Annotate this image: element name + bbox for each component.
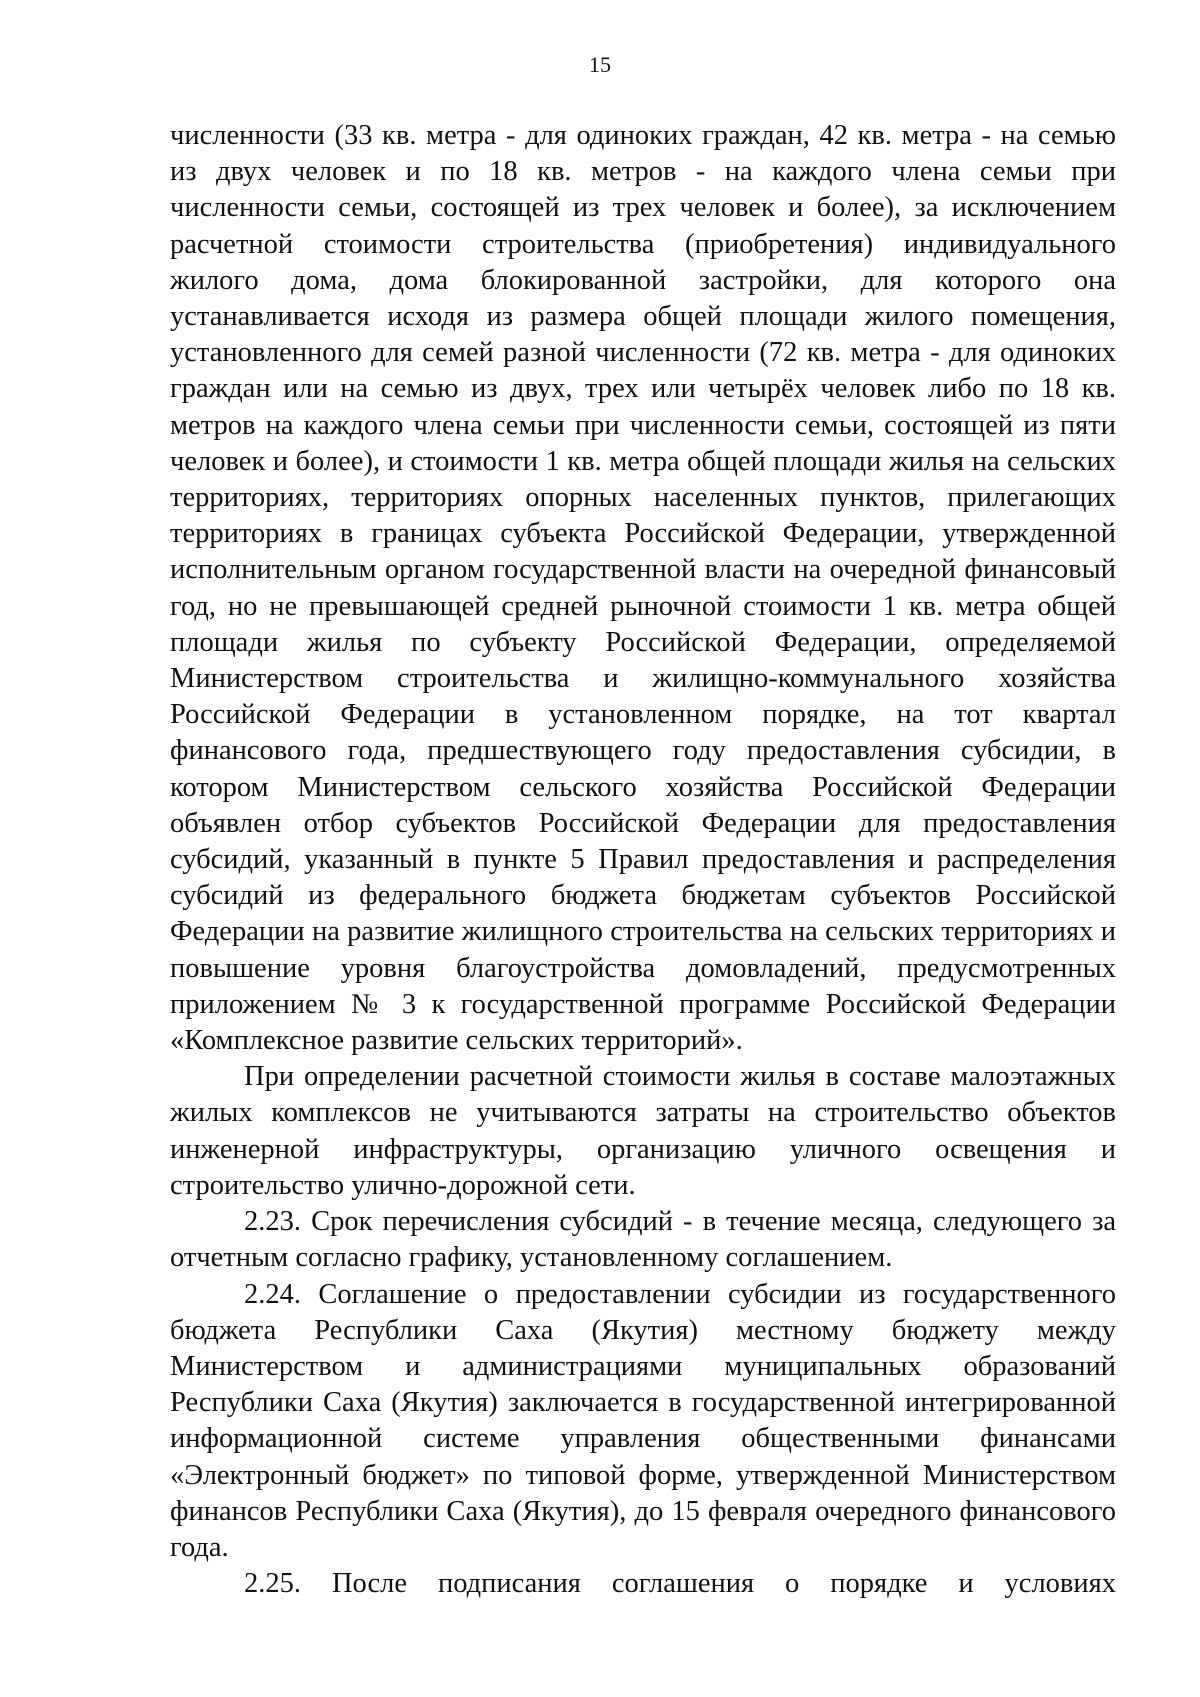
paragraph-2-24: 2.24. Соглашение о предоставлении субсидии из государственного бюджета Республики Саха (Якутия) местному бюджету между Министерством и администрациями муниципальных образований Республики Саха (Якутия) заключается в государственной интегрированной информационной системе управления общественными финансами «Электронный бюджет» по типовой форме, утвержденной Министерством финансов Республики Саха (Якутия), до 15 февраля очередного финансового года. bbox=[170, 1278, 1116, 1563]
document-body bbox=[170, 118, 1116, 1602]
paragraph-calculation-note: При определении расчетной стоимости жилья в составе малоэтажных жилых комплексов не учитываются затраты на строительство объектов инженерной инфраструктуры, организацию уличного освещения и строительство улично-дорожной сети. bbox=[170, 1061, 1116, 1201]
paragraph-continuation: численности (33 кв. метра - для одиноких граждан, 42 кв. метра - на семью из двух человек и по 18 кв. метров - на каждого члена семьи при численности семьи, состоящей из трех человек и более), за исключением расчетной стоимости строительства (приобретения) индивидуального жилого дома, дома блокированной застройки, для которого она устанавливается исходя из размера общей площади жилого помещения, установленного для семей разной численности (72 кв. метра - для одиноких граждан или на семью из двух, трех или четырёх человек либо по 18 кв. метров на каждого члена семьи при численности семьи, состоящей из пяти человек и более), и стоимости 1 кв. метра общей площади жилья на сельских территориях, территориях опорных населенных пунктов, прилегающих территориях в границах субъекта Российской Федерации, утвержденной исполнительным органом государственной власти на очередной финансовый год, но не превышающей средней рыночной стоимости 1 кв. метра общей площади жилья по субъекту Российской Федерации, определяемой Министерством строительства и жилищно-коммунального хозяйства Российской Федерации в установленном порядке, на тот квартал финансового года, предшествующего году предоставления субсидии, в котором Министерством сельского хозяйства Российской Федерации объявлен отбор субъектов Российской Федерации для предоставления субсидий, указанный в пункте 5 Правил предоставления и распределения субсидий из федерального бюджета бюджетам субъектов Российской Федерации на развитие жилищного строительства на сельских территориях и повышение уровня благоустройства домовладений, предусмотренных приложением № 3 к государственной программе Российской Федерации «Комплексное развитие сельских территорий». bbox=[170, 120, 1116, 1057]
page-number: 15 bbox=[589, 52, 611, 77]
paragraph-2-23: 2.23. Срок перечисления субсидий - в течение месяца, следующего за отчетным согласно графику, установленному соглашением. bbox=[170, 1206, 1116, 1274]
paragraph-2-25: 2.25. После подписания соглашения о порядке и условиях bbox=[244, 1568, 1116, 1600]
